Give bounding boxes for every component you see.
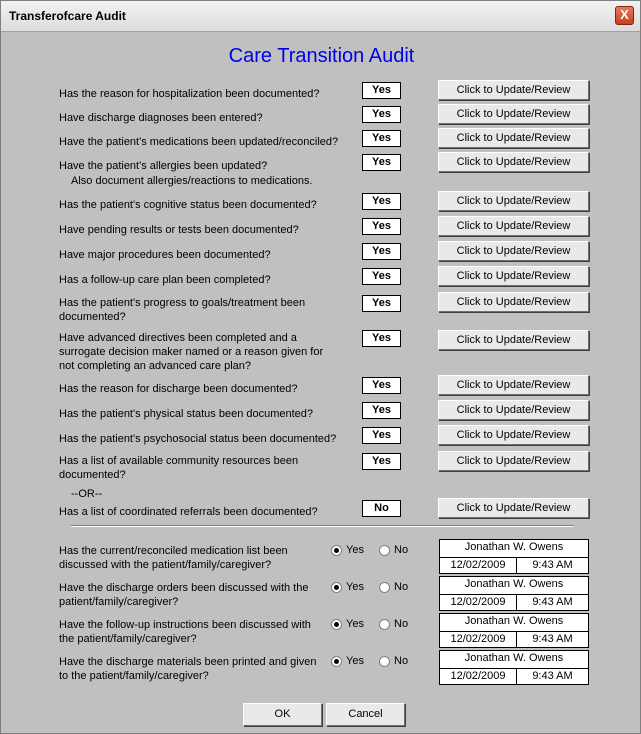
update-review-button[interactable]: Click to Update/Review: [438, 266, 589, 286]
radio-dot[interactable]: [379, 656, 390, 667]
signature-time: 9:43 AM: [516, 632, 588, 648]
question-text: Has a follow-up care plan been completed?: [59, 274, 271, 286]
question-text: Have pending results or tests been documented?: [59, 224, 299, 236]
radio-yes-label: Yes: [346, 618, 364, 630]
question-text: Has a list of coordinated referrals been documented?: [59, 506, 318, 518]
answer-field[interactable]: Yes: [362, 295, 401, 312]
signature-date: 12/02/2009: [450, 670, 506, 682]
radio-no[interactable]: [379, 581, 408, 593]
signature-box: [439, 613, 589, 648]
radio-yes[interactable]: [331, 581, 364, 593]
title-bar: [1, 1, 640, 32]
update-review-button[interactable]: Click to Update/Review: [438, 191, 589, 211]
answer-field[interactable]: Yes: [362, 193, 401, 210]
signature-row: [440, 668, 588, 684]
update-review-button[interactable]: Click to Update/Review: [438, 498, 589, 518]
update-review-button[interactable]: Click to Update/Review: [438, 425, 589, 445]
signature-box: [439, 576, 589, 611]
answer-field[interactable]: Yes: [362, 154, 401, 171]
radio-dot[interactable]: [331, 545, 342, 556]
radio-yes-label: Yes: [346, 544, 364, 556]
signature-box: [439, 650, 589, 685]
update-review-button[interactable]: Click to Update/Review: [438, 128, 589, 148]
answer-field[interactable]: Yes: [362, 218, 401, 235]
radio-no-label: No: [394, 618, 409, 630]
answer-field[interactable]: Yes: [362, 453, 401, 470]
signature-box: [439, 539, 589, 574]
update-review-button[interactable]: Click to Update/Review: [438, 216, 589, 236]
allergy-note: Also document allergies/reactions to medications.: [71, 175, 313, 187]
answer-field[interactable]: Yes: [362, 427, 401, 444]
question-text: Have advanced directives been completed and a surrogate decision maker named or a reason given for not completing an advanced care plan?: [59, 332, 324, 372]
window-title: Transferofcare Audit: [9, 9, 126, 23]
radio-dot[interactable]: [331, 619, 342, 630]
radio-dot[interactable]: [331, 582, 342, 593]
cancel-button[interactable]: Cancel: [326, 703, 405, 726]
signature-time: 9:43 AM: [516, 669, 588, 685]
section-divider: [71, 525, 574, 527]
update-review-button[interactable]: Click to Update/Review: [438, 400, 589, 420]
signature-date: 12/02/2009: [450, 559, 506, 571]
answer-field[interactable]: Yes: [362, 268, 401, 285]
update-review-button[interactable]: Click to Update/Review: [438, 104, 589, 124]
radio-dot[interactable]: [379, 545, 390, 556]
question-text: Have the patient's allergies been updated?: [59, 160, 268, 172]
ok-button[interactable]: OK: [243, 703, 322, 726]
discussion-question: Have the follow-up instructions been discussed with the patient/family/caregiver?: [59, 619, 311, 645]
radio-dot[interactable]: [379, 582, 390, 593]
radio-yes[interactable]: [331, 655, 364, 667]
question-text: Has the patient's psychosocial status been documented?: [59, 433, 337, 445]
radio-no[interactable]: [379, 655, 408, 667]
radio-no-label: No: [394, 544, 409, 556]
signature-row: [440, 557, 588, 573]
answer-field[interactable]: Yes: [362, 330, 401, 347]
update-review-button[interactable]: Click to Update/Review: [438, 330, 589, 350]
update-review-button[interactable]: Click to Update/Review: [438, 80, 589, 100]
question-text: Has the reason for discharge been documented?: [59, 383, 298, 395]
signature-time: 9:43 AM: [516, 595, 588, 611]
question-text: Has the patient's progress to goals/treatment been documented?: [59, 297, 306, 323]
answer-field[interactable]: Yes: [362, 243, 401, 260]
signer-name: Jonathan W. Owens: [464, 578, 564, 590]
update-review-button[interactable]: Click to Update/Review: [438, 451, 589, 471]
update-review-button[interactable]: Click to Update/Review: [438, 152, 589, 172]
discussion-question: Has the current/reconciled medication list been discussed with the patient/family/caregiver?: [59, 545, 288, 571]
radio-no-label: No: [394, 581, 409, 593]
answer-field[interactable]: No: [362, 500, 401, 517]
radio-dot[interactable]: [331, 656, 342, 667]
answer-field[interactable]: Yes: [362, 377, 401, 394]
signer-name: Jonathan W. Owens: [464, 652, 564, 664]
update-review-button[interactable]: Click to Update/Review: [438, 375, 589, 395]
question-text: Has a list of available community resources been documented?: [59, 455, 299, 481]
signature-row: [440, 594, 588, 610]
question-text: Have major procedures been documented?: [59, 249, 271, 261]
answer-field[interactable]: Yes: [362, 402, 401, 419]
radio-no[interactable]: [379, 544, 408, 556]
question-text: Has the patient's physical status been documented?: [59, 408, 314, 420]
signature-date: 12/02/2009: [450, 633, 506, 645]
question-text: Has the reason for hospitalization been documented?: [59, 88, 320, 100]
radio-yes-label: Yes: [346, 581, 364, 593]
update-review-button[interactable]: Click to Update/Review: [438, 292, 589, 312]
question-text: Has the patient's cognitive status been documented?: [59, 199, 317, 211]
close-icon[interactable]: X: [615, 6, 634, 25]
discussion-question: Have the discharge orders been discussed with the patient/family/caregiver?: [59, 582, 309, 608]
radio-no-label: No: [394, 655, 409, 667]
signature-time: 9:43 AM: [516, 558, 588, 574]
discussion-question: Have the discharge materials been printed and given to the patient/family/caregiver?: [59, 656, 317, 682]
radio-yes-label: Yes: [346, 655, 364, 667]
question-text: Have discharge diagnoses been entered?: [59, 112, 263, 124]
signature-date: 12/02/2009: [450, 596, 506, 608]
update-review-button[interactable]: Click to Update/Review: [438, 241, 589, 261]
signature-row: [440, 631, 588, 647]
signer-name: Jonathan W. Owens: [464, 541, 564, 553]
signer-name: Jonathan W. Owens: [464, 615, 564, 627]
radio-yes[interactable]: [331, 618, 364, 630]
question-text: Have the patient's medications been updated/reconciled?: [59, 136, 339, 148]
answer-field[interactable]: Yes: [362, 130, 401, 147]
or-label: --OR--: [71, 488, 103, 500]
page-title: Care Transition Audit: [228, 45, 415, 67]
radio-dot[interactable]: [379, 619, 390, 630]
answer-field[interactable]: Yes: [362, 106, 401, 123]
answer-field[interactable]: Yes: [362, 82, 401, 99]
radio-yes[interactable]: [331, 544, 364, 556]
radio-no[interactable]: [379, 618, 408, 630]
